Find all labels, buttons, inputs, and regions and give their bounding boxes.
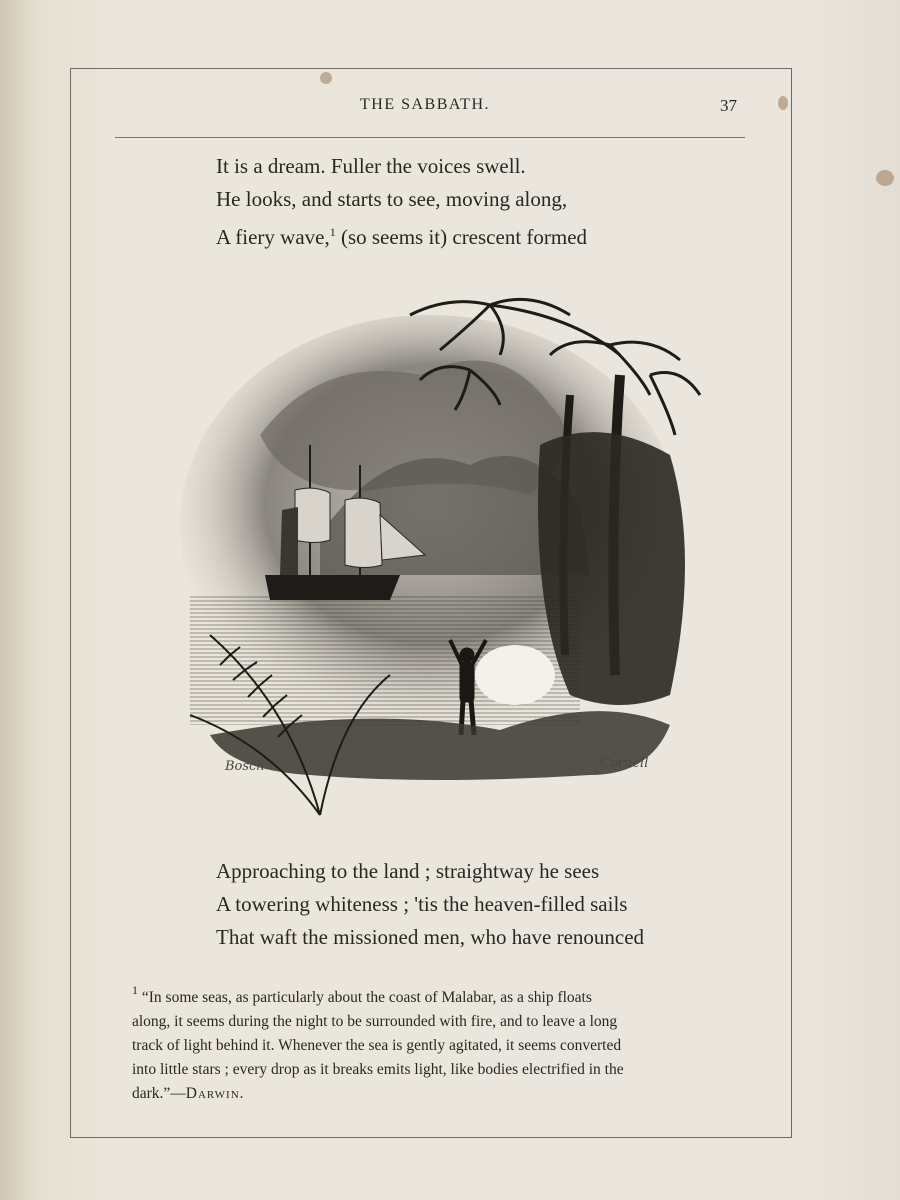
verse-line: He looks, and starts to see, moving along,: [216, 187, 568, 211]
jungle-foliage: [538, 432, 685, 705]
verse-top: [216, 150, 736, 254]
verse-line: Approaching to the land ; straightway he sees: [216, 859, 600, 883]
footnote-line: track of light behind it. Whenever the sea is gently agitated, it seems converted: [132, 1037, 622, 1054]
fire-glow: [475, 645, 555, 705]
footnote-line: $^1$ “In some seas, as particularly about the coast of Malabar, as a ship floats: [132, 983, 592, 1006]
verse-line: That waft the missioned men, who have renounced: [216, 925, 645, 949]
running-header: THE SABBATH.: [360, 96, 491, 113]
footnote-line: along, it seems during the night to be surrounded with fire, and to leave a long: [132, 1013, 618, 1030]
paper-stain: [876, 170, 894, 186]
footnote-author: Darwin.: [185, 1085, 245, 1102]
verse-line: A towering whiteness ; 'tis the heaven-filled sails: [216, 892, 628, 916]
footnote-line: into little stars ; every drop as it breaks emits light, like bodies electrified in the: [132, 1061, 624, 1078]
engraver-signature-left: Bosch: [225, 759, 265, 774]
footnote-line: dark.”—Darwin.: [132, 1085, 245, 1102]
footnote-reference[interactable]: 1: [329, 225, 336, 239]
engraving-illustration: [170, 275, 710, 835]
footnote-marker: 1: [132, 983, 138, 997]
page-number: 37: [720, 96, 737, 115]
engraver-signature-right: Cornell: [600, 756, 649, 771]
verse-line: A fiery wave,$^1$ (so seems it) crescent formed: [216, 225, 588, 249]
page-edge: [0, 0, 30, 1200]
footnote: [132, 978, 752, 1106]
verse-line: It is a dream. Fuller the voices swell.: [216, 154, 526, 178]
verse-bottom: [216, 855, 736, 954]
header-rule: [115, 137, 745, 138]
